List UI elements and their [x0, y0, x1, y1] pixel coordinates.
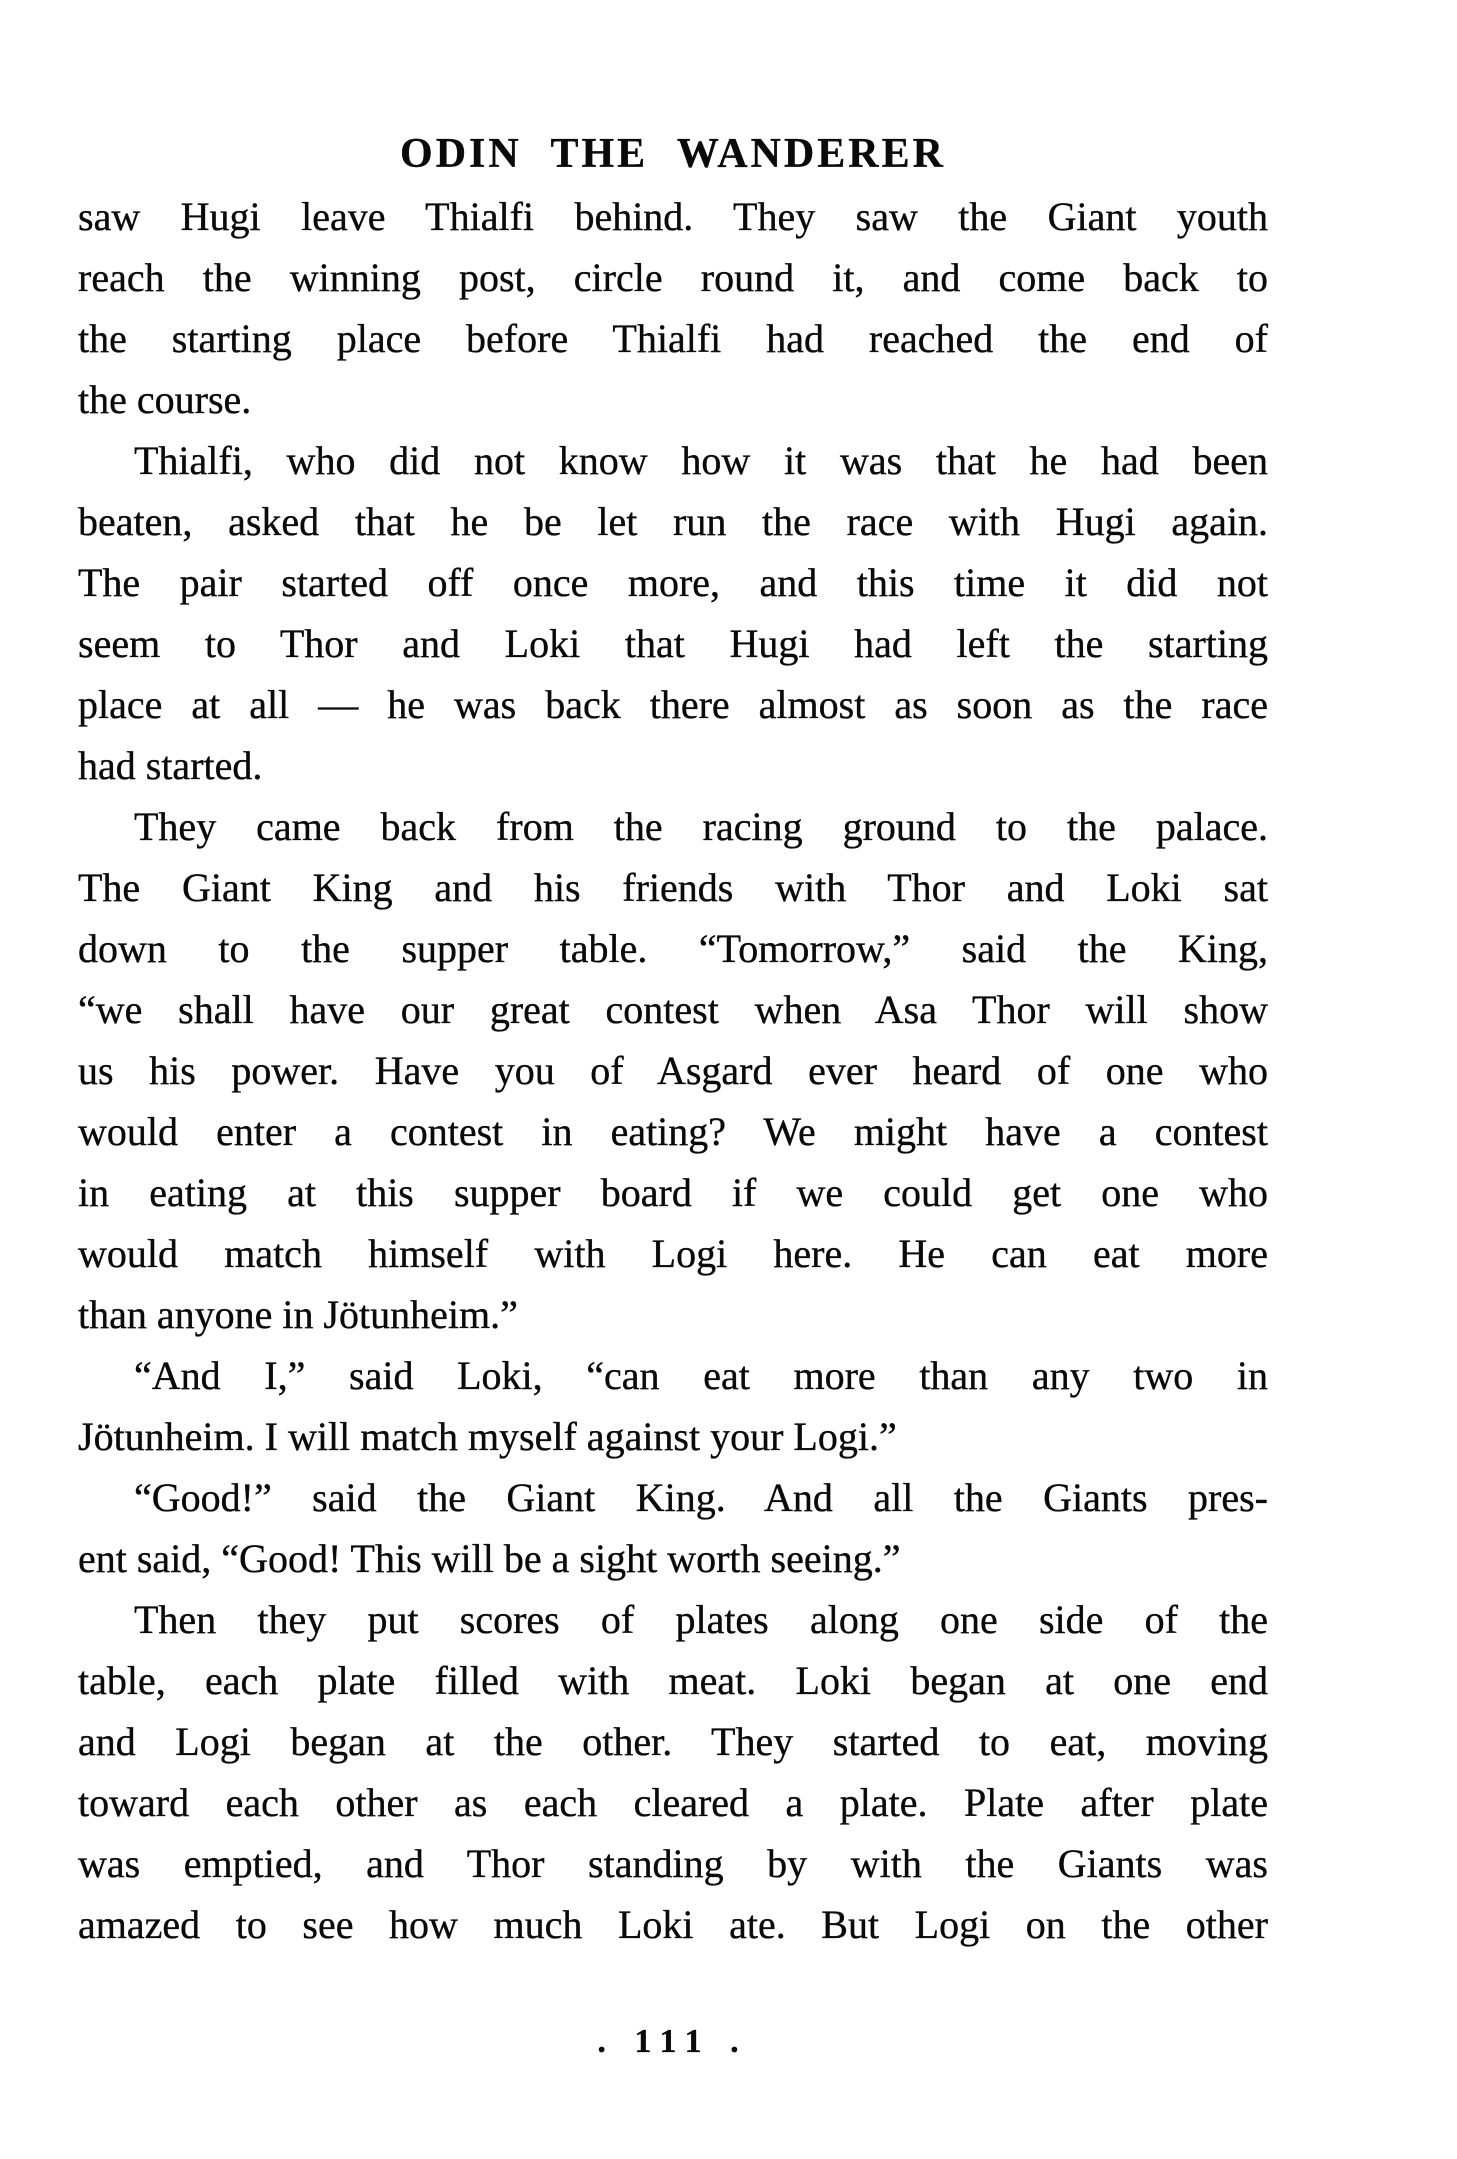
text-line: would enter a contest in eating? We might have a contest — [78, 1109, 1268, 1154]
text-line: Jötunheim. I will match myself against your Logi.” — [78, 1414, 897, 1459]
text-line: beaten, asked that he be let run the race with Hugi again. — [78, 499, 1268, 544]
text-line: “Good!” said the Giant King. And all the Giants pres- — [134, 1475, 1268, 1520]
text-line: was emptied, and Thor standing by with the Giants was — [78, 1841, 1268, 1886]
text-line: They came back from the racing ground to the palace. — [134, 804, 1268, 849]
text-line: and Logi began at the other. They started to eat, moving — [78, 1719, 1268, 1764]
text-line: down to the supper table. “Tomorrow,” said the King, — [78, 926, 1268, 971]
text-line: Then they put scores of plates along one side of the — [134, 1597, 1268, 1642]
text-line: the course. — [78, 377, 252, 422]
text-line: than anyone in Jötunheim.” — [78, 1292, 518, 1337]
text-line: “we shall have our great contest when Asa Thor will show — [78, 987, 1268, 1032]
page-body — [78, 186, 1268, 1955]
text-line: seem to Thor and Loki that Hugi had left the starting — [78, 621, 1268, 666]
text-line: table, each plate filled with meat. Loki began at one end — [78, 1658, 1268, 1703]
text-line: The Giant King and his friends with Thor and Loki sat — [78, 865, 1268, 910]
text-line: amazed to see how much Loki ate. But Logi on the other — [78, 1902, 1268, 1947]
text-line: ent said, “Good! This will be a sight worth seeing.” — [78, 1536, 901, 1581]
text-line: us his power. Have you of Asgard ever heard of one who — [78, 1048, 1268, 1093]
text-line: the starting place before Thialfi had reached the end of — [78, 316, 1268, 361]
running-head: ODIN THE WANDERER — [400, 131, 946, 177]
text-line: Thialfi, who did not know how it was that he had been — [134, 438, 1268, 483]
text-line: The pair started off once more, and this time it did not — [78, 560, 1268, 605]
text-line: saw Hugi leave Thialfi behind. They saw the Giant youth — [78, 194, 1268, 239]
text-line: place at all — he was back there almost as soon as the race — [78, 682, 1268, 727]
text-line: “And I,” said Loki, “can eat more than any two in — [134, 1353, 1268, 1398]
text-line: reach the winning post, circle round it, and come back to — [78, 255, 1268, 300]
text-line: toward each other as each cleared a plate. Plate after plate — [78, 1780, 1268, 1825]
text-line: in eating at this supper board if we could get one who — [78, 1170, 1268, 1215]
text-line: had started. — [78, 743, 263, 788]
page-number: . 111 . — [597, 2023, 749, 2060]
text-line: would match himself with Logi here. He can eat more — [78, 1231, 1268, 1276]
